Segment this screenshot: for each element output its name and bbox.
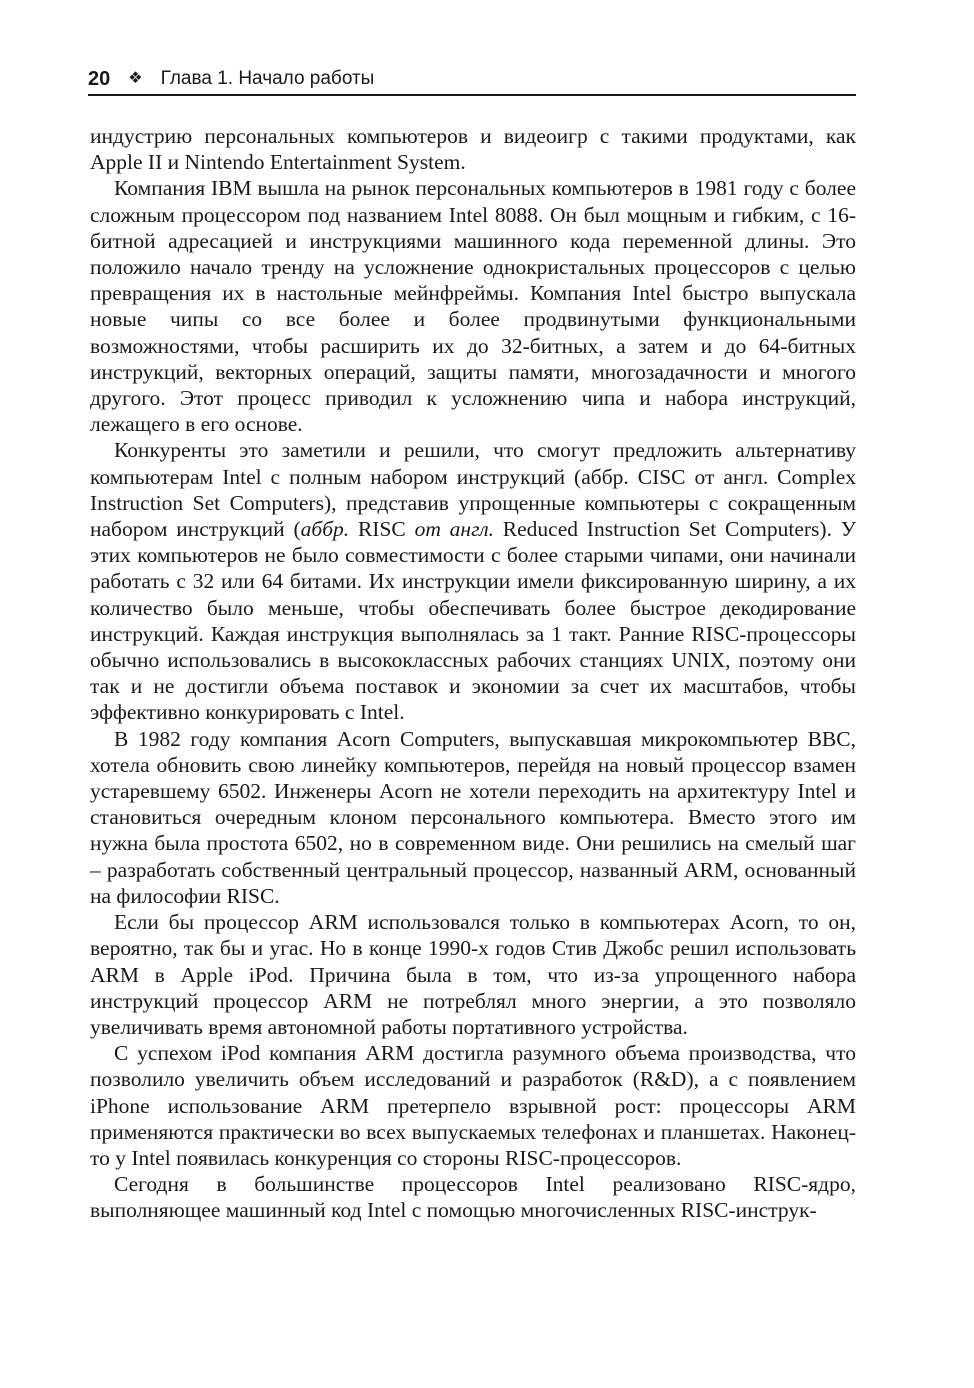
- paragraph-iphone: С успехом iPod компания ARM достигла разумного объема производства, что позволило увеличить объем исследований и разработок (R&D), а с появлением iPhone использование ARM претерпело взрывной рост: процессоры ARM применяются практически во всех выпускаемых телефонах и планшетах. Наконец-то у Intel появилась конкуренция со стороны RISC-процессоров.: [90, 1041, 856, 1170]
- paragraph-ipod: Если бы процессор ARM использовался только в компьютерах Acorn, то он, вероятно, так бы и угас. Но в конце 1990-х годов Стив Джобс решил использовать ARM в Apple iPod. Причина была в том, что из-за упрощенного набора инструкций процессор ARM не потреблял много энергии, а это позволяло увеличивать время автономной работы портативного устройства.: [90, 910, 856, 1039]
- ornament-icon: ❖: [128, 70, 143, 87]
- paragraph-continued: индустрию персональных компьютеров и видеоигр с такими продуктами, как Apple II и Nintendo Entertainment System.: [90, 124, 856, 175]
- body-text: [90, 123, 856, 1224]
- page-header: [88, 68, 856, 96]
- paragraph-today: Сегодня в большинстве процессоров Intel реализовано RISC-ядро, выполняющее машинный код Intel с помощью многочисленных RISC-инструк-: [90, 1172, 856, 1223]
- chapter-title: Глава 1. Начало работы: [160, 68, 375, 89]
- page-number: 20: [88, 67, 111, 90]
- paragraph-ibm: Компания IBM вышла на рынок персональных компьютеров в 1981 году с более сложным процессором под названием Intel 8088. Он был мощным и гибким, с 16-битной адресацией и инструкциями машинного кода переменной длины. Это положило начало тренду на усложнение однокристальных процессоров с целью превращения их в настольные мейнфреймы. Компания Intel быстро выпускала новые чипы со все более и более продвинутыми функциональными возможностями, чтобы расширить их до 32-битных, а затем и до 64-битных инструкций, векторных операций, защиты памяти, многозадачности и многого другого. Этот процесс приводил к усложнению чипа и набора инструкций, лежащего в его основе.: [90, 176, 856, 437]
- paragraph-acorn: В 1982 году компания Acorn Computers, выпускавшая микрокомпьютер BBC, хотела обновить свою линейку компьютеров, перейдя на новый процессор взамен устаревшему 6502. Инженеры Acorn не хотели переходить на архитектуру Intel и становиться очередным клоном персонального компьютера. Вместо этого им нужна была простота 6502, но в современном виде. Они решились на смелый шаг – разработать собственный центральный процессор, названный ARM, основанный на философии RISC.: [90, 726, 856, 908]
- paragraph-risc: Конкуренты это заметили и решили, что смогут предложить альтернативу компьютерам Intel с полным набором инструкций (аббр. CISC от англ. Complex Instruction Set Computers), представив упрощенные компьютеры с сокращенным набором инструкций (аббр. RISC от англ. Reduced Instruction Set Computers). У этих компьютеров не было совместимости с более старыми чипами, они начинали работать с 32 или 64 битами. Их инструкции имели фиксированную ширину, а их количество было меньше, чтобы обеспечивать более быстрое декодирование инструкций. Каждая инструкция выполнялась за 1 такт. Ранние RISC-процессоры обычно использовались в высококлассных рабочих станциях UNIX, поэтому они так и не достигли объема поставок и экономии за счет их масштабов, чтобы эффективно конкурировать с Intel.: [90, 438, 856, 725]
